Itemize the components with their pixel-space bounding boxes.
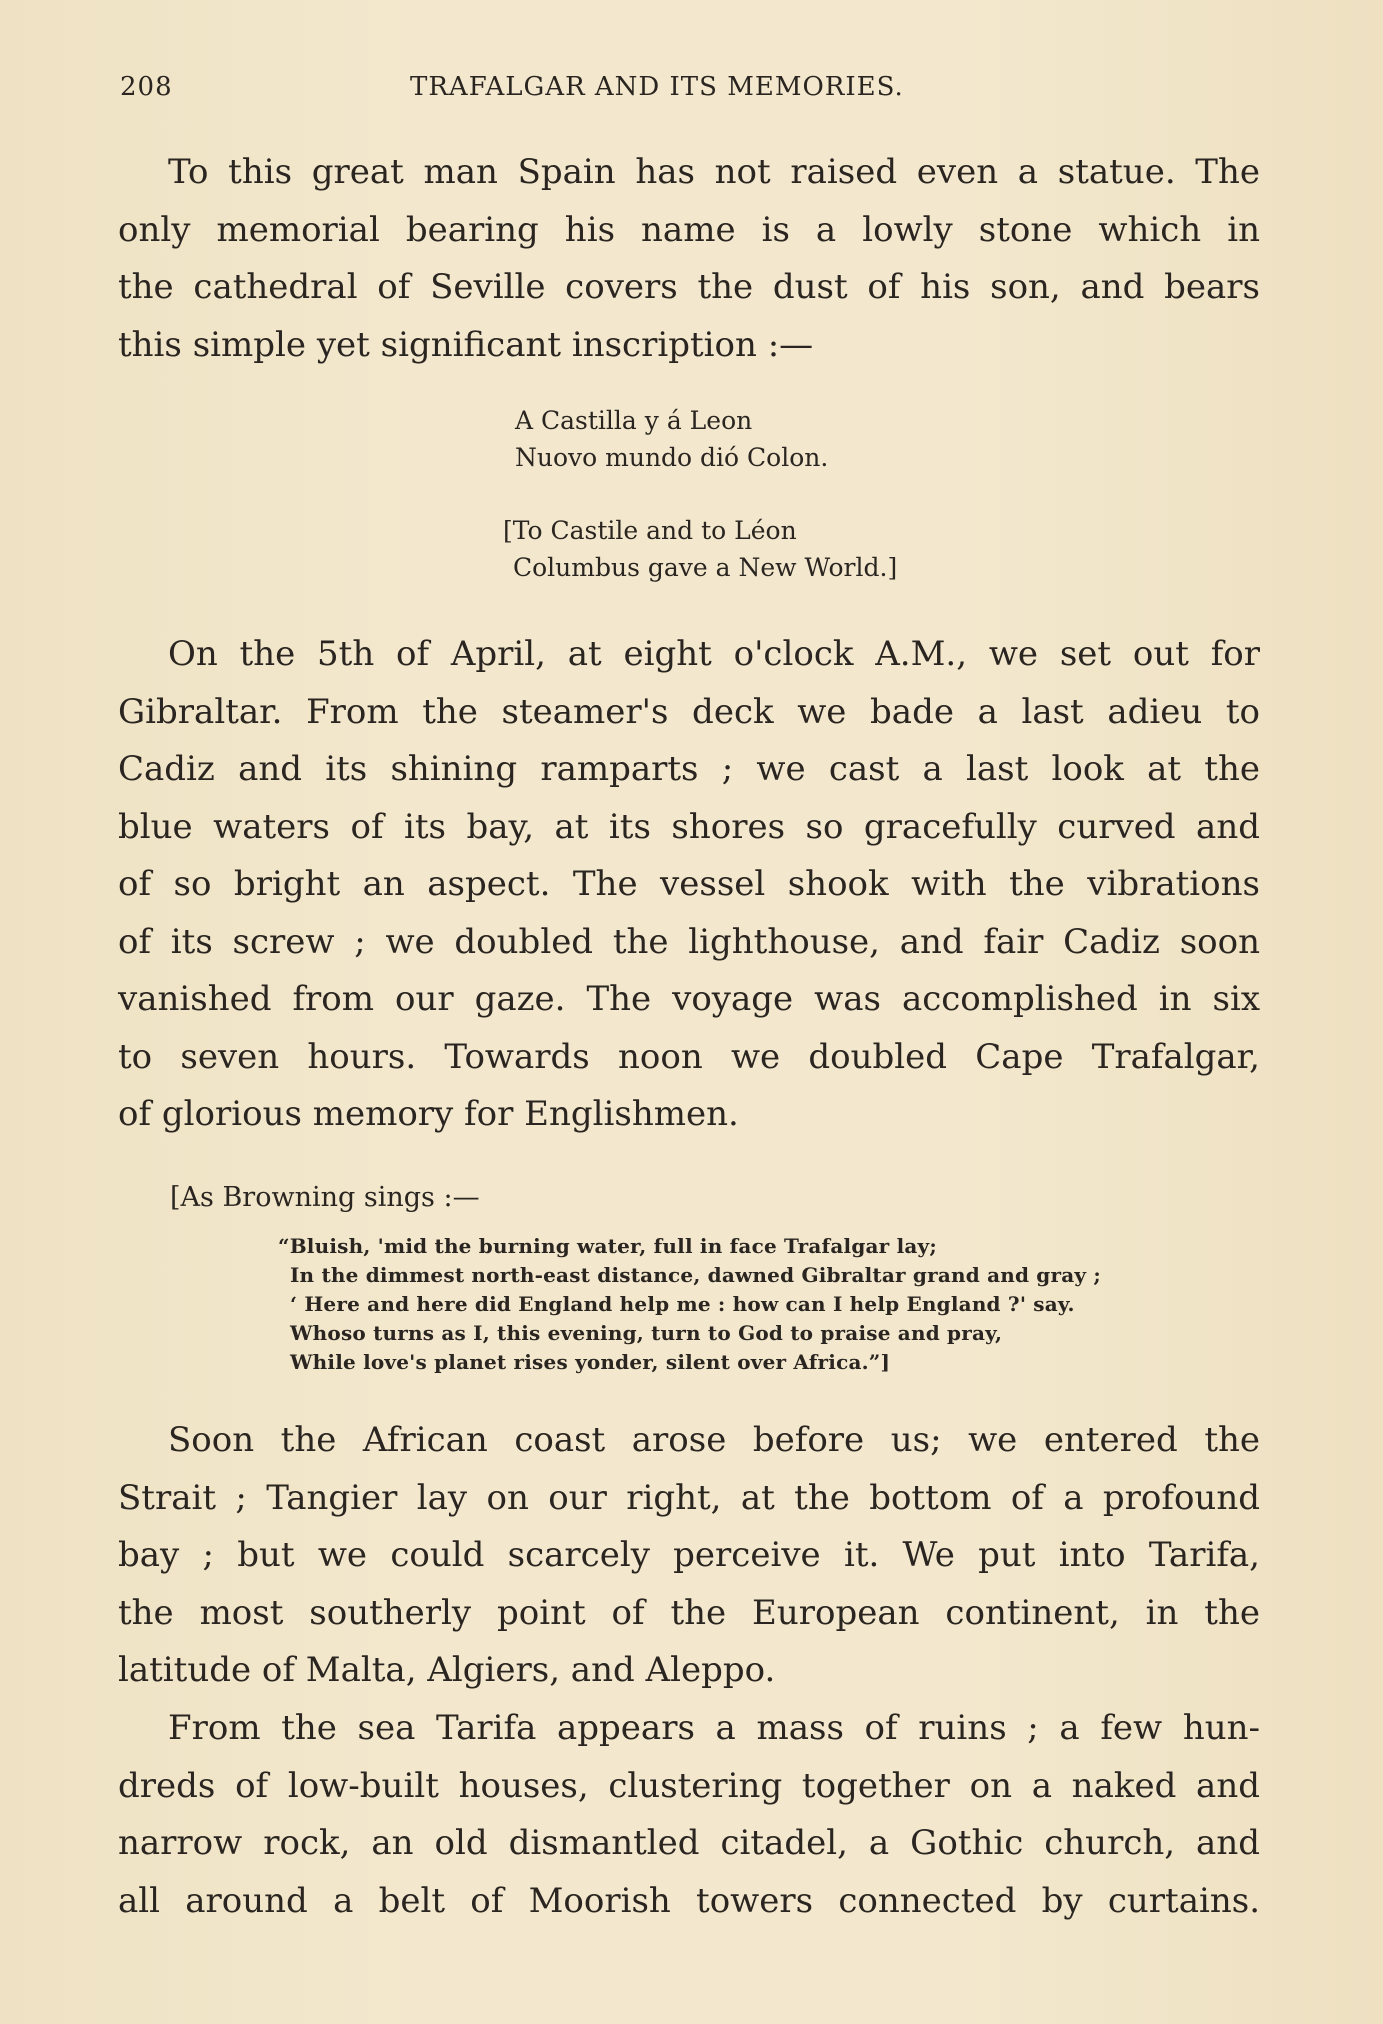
running-header bbox=[120, 72, 1270, 112]
inscription-line: A Castilla y á Leon bbox=[515, 406, 753, 435]
text-line: From the sea Tarifa appears a mass of ruins ; a few hun- bbox=[168, 1708, 1260, 1748]
text-line: the cathedral of Seville covers the dust of his son, and bears bbox=[118, 267, 1260, 307]
text-line: On the 5th of April, at eight o'clock A.M., we set out for bbox=[168, 634, 1260, 674]
text-line: narrow rock, an old dismantled citadel, a Gothic church, and bbox=[118, 1823, 1260, 1863]
inscription-spanish bbox=[515, 402, 828, 476]
text-line: blue waters of its bay, at its shores so gracefully curved and bbox=[118, 806, 1260, 847]
text-line: all around a belt of Moorish towers connected by curtains. bbox=[118, 1880, 1260, 1921]
text-line: Soon the African coast arose before us; we entered the bbox=[168, 1420, 1260, 1460]
paragraph-4 bbox=[118, 1700, 1260, 1930]
poem-line: Whoso turns as I, this evening, turn to God to praise and pray, bbox=[290, 1321, 1003, 1345]
inscription-line: Nuovo mundo dió Colon. bbox=[515, 443, 829, 472]
paragraph-3 bbox=[118, 1412, 1260, 1700]
paragraph-1 bbox=[118, 144, 1260, 374]
text-line: only memorial bearing his name is a lowly stone which in bbox=[118, 209, 1260, 250]
page-number: 208 bbox=[120, 72, 173, 102]
text-line: of so bright an aspect. The vessel shook with the vibrations bbox=[118, 864, 1260, 904]
poem-line: ‘ Here and here did England help me : how can I help England ?' say. bbox=[290, 1292, 1075, 1316]
quote-intro: [As Browning sings :— bbox=[170, 1182, 480, 1213]
text-line: bay ; but we could scarcely perceive it. We put into Tarifa, bbox=[118, 1535, 1260, 1575]
text-line: the most southerly point of the European continent, in the bbox=[118, 1592, 1260, 1633]
inscription-line: Columbus gave a New World.] bbox=[513, 553, 898, 582]
text-line: of glorious memory for Englishmen. bbox=[118, 1094, 739, 1134]
running-title: TRAFALGAR AND ITS MEMORIES. bbox=[410, 72, 904, 102]
text-line: Gibraltar. From the steamer's deck we bade a last adieu to bbox=[118, 691, 1260, 732]
text-line: of its screw ; we doubled the lighthouse, and fair Cadiz soon bbox=[118, 921, 1260, 962]
text-line: Cadiz and its shining ramparts ; we cast a last look at the bbox=[118, 749, 1260, 789]
text-line: dreds of low-built houses, clustering together on a naked and bbox=[118, 1765, 1260, 1806]
text-line: this simple yet significant inscription :— bbox=[118, 324, 814, 365]
paragraph-2 bbox=[118, 626, 1260, 1144]
inscription-line: [To Castile and to Léon bbox=[503, 516, 797, 545]
poem-line: “Bluish, 'mid the burning water, full in face Trafalgar lay; bbox=[278, 1234, 937, 1258]
inscription-english bbox=[503, 512, 897, 586]
text-line: latitude of Malta, Algiers, and Aleppo. bbox=[118, 1650, 776, 1690]
text-line: To this great man Spain has not raised even a statue. The bbox=[168, 152, 1260, 192]
poem-line: While love's planet rises yonder, silent over Africa.”] bbox=[290, 1350, 891, 1374]
text-line: vanished from our gaze. The voyage was accomplished in six bbox=[118, 979, 1260, 1019]
text-line: Strait ; Tangier lay on our right, at the bottom of a profound bbox=[118, 1477, 1260, 1518]
browning-poem bbox=[278, 1232, 1101, 1377]
poem-line: In the dimmest north-east distance, dawned Gibraltar grand and gray ; bbox=[290, 1263, 1101, 1287]
text-line: to seven hours. Towards noon we doubled Cape Trafalgar, bbox=[118, 1036, 1260, 1077]
